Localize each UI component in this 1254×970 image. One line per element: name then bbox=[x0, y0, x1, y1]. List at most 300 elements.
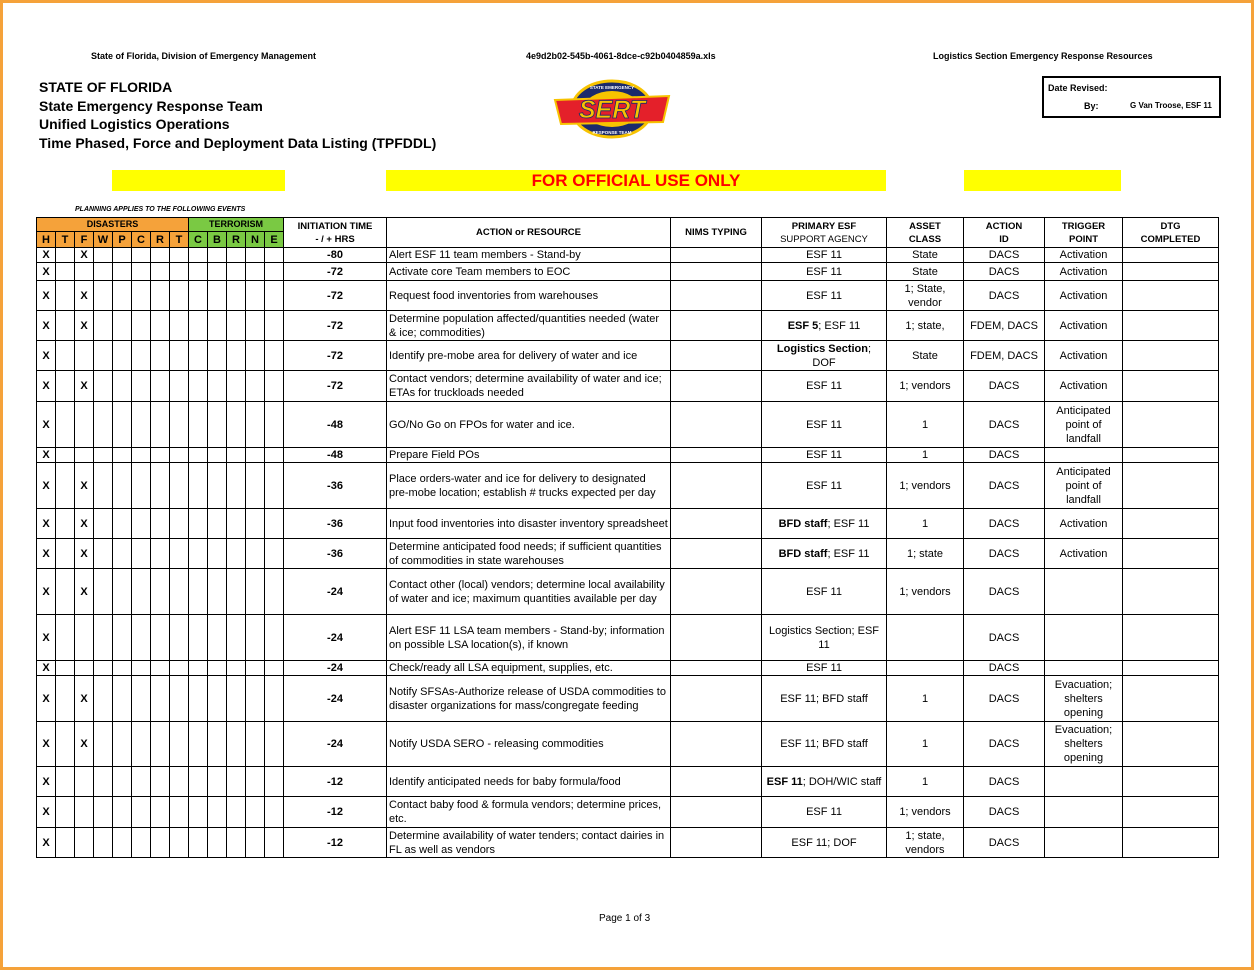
trigger-point bbox=[1045, 797, 1123, 828]
event-check bbox=[265, 371, 284, 402]
event-check bbox=[227, 263, 246, 281]
event-check bbox=[132, 281, 151, 311]
event-check bbox=[208, 797, 227, 828]
dtg-completed bbox=[1123, 615, 1219, 661]
primary-esf-support: ESF 11; BFD staff bbox=[780, 692, 868, 705]
event-check bbox=[246, 281, 265, 311]
dtg-completed bbox=[1123, 402, 1219, 448]
action-resource: Prepare Field POs bbox=[387, 448, 671, 463]
disaster-letter: R bbox=[151, 232, 170, 248]
event-check bbox=[113, 661, 132, 676]
event-check bbox=[132, 341, 151, 371]
flood-check: X bbox=[75, 248, 94, 263]
event-check bbox=[208, 463, 227, 509]
event-check bbox=[151, 828, 170, 858]
event-check bbox=[94, 281, 113, 311]
primary-esf-support: ; DOH/WIC staff bbox=[802, 775, 882, 788]
primary-esf-support: ESF 11 bbox=[806, 249, 842, 261]
dtg-completed bbox=[1123, 539, 1219, 569]
initiation-hours: -72 bbox=[284, 341, 387, 371]
yellow-bar-left bbox=[112, 170, 285, 191]
event-check bbox=[94, 828, 113, 858]
primary-esf-support: ESF 11 bbox=[806, 289, 842, 302]
hurricane-check: X bbox=[37, 828, 56, 858]
trigger-point: Anticipated point of landfall bbox=[1045, 463, 1123, 509]
event-check bbox=[227, 828, 246, 858]
action-id: DACS bbox=[964, 281, 1045, 311]
asset-class: 1; vendors bbox=[887, 797, 964, 828]
event-check bbox=[189, 371, 208, 402]
nims-typing bbox=[671, 341, 762, 371]
table-row bbox=[37, 248, 1219, 263]
primary-esf bbox=[762, 311, 887, 341]
event-check bbox=[94, 311, 113, 341]
trigger-point-header: TRIGGER POINT bbox=[1045, 218, 1123, 248]
action-resource: Request food inventories from warehouses bbox=[387, 281, 671, 311]
primary-esf-support: Logistics Section; ESF 11 bbox=[768, 624, 880, 651]
terrorism-letter: R bbox=[227, 232, 246, 248]
event-check bbox=[265, 615, 284, 661]
event-check bbox=[170, 341, 189, 371]
event-check bbox=[208, 341, 227, 371]
event-check bbox=[113, 509, 132, 539]
table-row bbox=[37, 676, 1219, 722]
event-check bbox=[170, 402, 189, 448]
event-check bbox=[246, 767, 265, 797]
event-check bbox=[94, 248, 113, 263]
header-center: 4e9d2b02-545b-4061-8dce-c92b0404859a.xls bbox=[526, 51, 716, 61]
event-check bbox=[113, 539, 132, 569]
initiation-hours: -24 bbox=[284, 676, 387, 722]
primary-esf bbox=[762, 615, 887, 661]
event-check bbox=[94, 463, 113, 509]
trigger-point bbox=[1045, 828, 1123, 858]
event-check bbox=[170, 661, 189, 676]
event-check bbox=[113, 722, 132, 767]
dtg-completed bbox=[1123, 722, 1219, 767]
event-check bbox=[56, 767, 75, 797]
event-check bbox=[265, 281, 284, 311]
event-check bbox=[56, 797, 75, 828]
primary-esf-lead: ESF 11 bbox=[766, 775, 803, 788]
event-check bbox=[208, 448, 227, 463]
nims-typing bbox=[671, 448, 762, 463]
event-check bbox=[246, 509, 265, 539]
table-row bbox=[37, 661, 1219, 676]
event-check bbox=[113, 263, 132, 281]
event-check bbox=[170, 722, 189, 767]
action-id: DACS bbox=[964, 661, 1045, 676]
event-check bbox=[208, 371, 227, 402]
action-id: DACS bbox=[964, 828, 1045, 858]
trigger-point bbox=[1045, 448, 1123, 463]
event-check bbox=[132, 539, 151, 569]
event-check bbox=[227, 371, 246, 402]
action-resource: Contact other (local) vendors; determine local availability of water and ice; maximum quantities available per day bbox=[387, 569, 671, 615]
event-check bbox=[170, 676, 189, 722]
flood-check bbox=[75, 767, 94, 797]
action-resource: Alert ESF 11 team members - Stand-by bbox=[387, 248, 671, 263]
event-check bbox=[265, 828, 284, 858]
event-check bbox=[94, 569, 113, 615]
official-use-banner: FOR OFFICIAL USE ONLY bbox=[386, 170, 886, 191]
event-check bbox=[94, 539, 113, 569]
event-check bbox=[113, 311, 132, 341]
event-check bbox=[151, 615, 170, 661]
event-check bbox=[132, 676, 151, 722]
event-check bbox=[170, 509, 189, 539]
event-check bbox=[56, 311, 75, 341]
event-check bbox=[265, 263, 284, 281]
disaster-letter: W bbox=[94, 232, 113, 248]
logo-text: SERT bbox=[578, 96, 646, 124]
event-check bbox=[56, 722, 75, 767]
disasters-group-header: DISASTERS bbox=[37, 218, 189, 232]
asset-class: 1; state, vendors bbox=[887, 828, 964, 858]
event-check bbox=[56, 539, 75, 569]
event-check bbox=[189, 661, 208, 676]
event-check bbox=[265, 767, 284, 797]
primary-esf-lead: ESF 5 bbox=[787, 319, 819, 332]
action-id: DACS bbox=[964, 509, 1045, 539]
event-check bbox=[227, 311, 246, 341]
event-check bbox=[246, 311, 265, 341]
asset-class: 1 bbox=[887, 448, 964, 463]
event-check bbox=[227, 676, 246, 722]
hurricane-check: X bbox=[37, 722, 56, 767]
nims-typing bbox=[671, 569, 762, 615]
dtg-completed bbox=[1123, 448, 1219, 463]
primary-esf bbox=[762, 341, 887, 371]
flood-check: X bbox=[75, 539, 94, 569]
event-check bbox=[94, 509, 113, 539]
event-check bbox=[151, 281, 170, 311]
event-check bbox=[94, 263, 113, 281]
event-check bbox=[265, 248, 284, 263]
event-check bbox=[113, 463, 132, 509]
by-value: G Van Troose, ESF 11 bbox=[1130, 101, 1212, 110]
flood-check: X bbox=[75, 311, 94, 341]
event-check bbox=[113, 676, 132, 722]
flood-check bbox=[75, 448, 94, 463]
event-check bbox=[265, 463, 284, 509]
event-check bbox=[56, 341, 75, 371]
trigger-point: Activation bbox=[1045, 509, 1123, 539]
header-right: Logistics Section Emergency Response Resources bbox=[933, 51, 1153, 61]
primary-esf bbox=[762, 767, 887, 797]
document-title bbox=[39, 78, 436, 152]
table-row bbox=[37, 371, 1219, 402]
asset-class: 1 bbox=[887, 402, 964, 448]
asset-class: State bbox=[887, 341, 964, 371]
action-id: FDEM, DACS bbox=[964, 311, 1045, 341]
event-check bbox=[208, 828, 227, 858]
event-check bbox=[132, 767, 151, 797]
event-check bbox=[170, 463, 189, 509]
initiation-hours: -12 bbox=[284, 797, 387, 828]
flood-check: X bbox=[75, 676, 94, 722]
event-check bbox=[246, 263, 265, 281]
event-check bbox=[265, 661, 284, 676]
primary-esf bbox=[762, 539, 887, 569]
table-row bbox=[37, 828, 1219, 858]
event-check bbox=[208, 311, 227, 341]
table-row bbox=[37, 767, 1219, 797]
flood-check: X bbox=[75, 281, 94, 311]
trigger-point: Activation bbox=[1045, 341, 1123, 371]
event-check bbox=[151, 402, 170, 448]
nims-typing bbox=[671, 263, 762, 281]
event-check bbox=[246, 615, 265, 661]
table-row bbox=[37, 263, 1219, 281]
action-id: DACS bbox=[964, 676, 1045, 722]
event-check bbox=[227, 509, 246, 539]
asset-class bbox=[887, 615, 964, 661]
action-resource: Notify SFSAs-Authorize release of USDA commodities to disaster organizations for mass/congregate feeding bbox=[387, 676, 671, 722]
title-line: Time Phased, Force and Deployment Data Listing (TPFDDL) bbox=[39, 134, 437, 151]
primary-esf bbox=[762, 402, 887, 448]
event-check bbox=[227, 281, 246, 311]
event-check bbox=[227, 463, 246, 509]
primary-esf bbox=[762, 263, 887, 281]
event-check bbox=[246, 797, 265, 828]
initiation-hours: -24 bbox=[284, 661, 387, 676]
event-check bbox=[208, 263, 227, 281]
table-row bbox=[37, 509, 1219, 539]
action-resource: Check/ready all LSA equipment, supplies, etc. bbox=[387, 661, 671, 676]
event-check bbox=[113, 341, 132, 371]
event-check bbox=[56, 463, 75, 509]
event-check bbox=[189, 539, 208, 569]
action-id: DACS bbox=[964, 722, 1045, 767]
event-check bbox=[151, 463, 170, 509]
action-resource: Input food inventories into disaster inventory spreadsheet bbox=[387, 509, 671, 539]
hurricane-check: X bbox=[37, 767, 56, 797]
event-check bbox=[227, 248, 246, 263]
dtg-completed bbox=[1123, 509, 1219, 539]
event-check bbox=[246, 341, 265, 371]
disaster-letter: P bbox=[113, 232, 132, 248]
event-check bbox=[151, 797, 170, 828]
event-check bbox=[208, 722, 227, 767]
hurricane-check: X bbox=[37, 797, 56, 828]
action-resource: Notify USDA SERO - releasing commodities bbox=[387, 722, 671, 767]
asset-class: 1; State, vendor bbox=[887, 281, 964, 311]
primary-esf bbox=[762, 371, 887, 402]
event-check bbox=[113, 448, 132, 463]
table-row bbox=[37, 797, 1219, 828]
event-check bbox=[189, 615, 208, 661]
event-check bbox=[94, 797, 113, 828]
primary-esf-support: ESF 11 bbox=[806, 479, 842, 492]
event-check bbox=[113, 828, 132, 858]
event-check bbox=[56, 402, 75, 448]
event-check bbox=[265, 722, 284, 767]
event-check bbox=[227, 615, 246, 661]
hurricane-check: X bbox=[37, 661, 56, 676]
event-check bbox=[56, 676, 75, 722]
nims-typing bbox=[671, 539, 762, 569]
dtg-completed bbox=[1123, 676, 1219, 722]
action-id: DACS bbox=[964, 371, 1045, 402]
hurricane-check: X bbox=[37, 371, 56, 402]
table-row bbox=[37, 539, 1219, 569]
event-check bbox=[113, 281, 132, 311]
flood-check: X bbox=[75, 569, 94, 615]
event-check bbox=[189, 797, 208, 828]
primary-esf bbox=[762, 509, 887, 539]
event-check bbox=[246, 248, 265, 263]
action-resource: Place orders-water and ice for delivery to designated pre-mobe location; establish # trucks expected per day bbox=[387, 463, 671, 509]
action-resource: GO/No Go on FPOs for water and ice. bbox=[387, 402, 671, 448]
event-check bbox=[132, 371, 151, 402]
table-row bbox=[37, 281, 1219, 311]
event-check bbox=[94, 676, 113, 722]
hurricane-check: X bbox=[37, 311, 56, 341]
primary-esf-lead: BFD staff bbox=[778, 517, 828, 530]
event-check bbox=[246, 371, 265, 402]
event-check bbox=[56, 509, 75, 539]
asset-class: 1 bbox=[887, 676, 964, 722]
trigger-point: Activation bbox=[1045, 281, 1123, 311]
trigger-point: Activation bbox=[1045, 539, 1123, 569]
action-resource: Contact vendors; determine availability of water and ice; ETAs for truckloads needed bbox=[387, 371, 671, 402]
asset-class: 1; state, bbox=[887, 311, 964, 341]
dtg-completed bbox=[1123, 281, 1219, 311]
action-resource-header: ACTION or RESOURCE bbox=[387, 218, 671, 248]
event-check bbox=[151, 767, 170, 797]
logo-ring-bottom: RESPONSE TEAM bbox=[592, 130, 632, 135]
event-check bbox=[170, 263, 189, 281]
event-check bbox=[189, 463, 208, 509]
action-id-header: ACTION ID bbox=[964, 218, 1045, 248]
event-check bbox=[132, 248, 151, 263]
event-check bbox=[170, 248, 189, 263]
event-check bbox=[151, 722, 170, 767]
event-check bbox=[170, 281, 189, 311]
hurricane-check: X bbox=[37, 248, 56, 263]
event-check bbox=[208, 539, 227, 569]
trigger-point bbox=[1045, 615, 1123, 661]
event-check bbox=[208, 248, 227, 263]
event-check bbox=[56, 371, 75, 402]
asset-class: 1; vendors bbox=[887, 569, 964, 615]
event-check bbox=[227, 402, 246, 448]
event-check bbox=[246, 828, 265, 858]
event-check bbox=[189, 263, 208, 281]
event-check bbox=[56, 263, 75, 281]
primary-esf bbox=[762, 281, 887, 311]
dtg-completed bbox=[1123, 371, 1219, 402]
hurricane-check: X bbox=[37, 615, 56, 661]
event-check bbox=[265, 448, 284, 463]
event-check bbox=[151, 661, 170, 676]
dtg-completed bbox=[1123, 828, 1219, 858]
hurricane-check: X bbox=[37, 539, 56, 569]
table-row bbox=[37, 402, 1219, 448]
trigger-point: Activation bbox=[1045, 263, 1123, 281]
table-row bbox=[37, 463, 1219, 509]
event-check bbox=[56, 569, 75, 615]
nims-typing bbox=[671, 509, 762, 539]
dtg-completed bbox=[1123, 569, 1219, 615]
event-check bbox=[246, 661, 265, 676]
by-label: By: bbox=[1084, 101, 1099, 111]
table-row bbox=[37, 569, 1219, 615]
event-check bbox=[94, 448, 113, 463]
table-row bbox=[37, 341, 1219, 371]
event-check bbox=[227, 569, 246, 615]
nims-typing bbox=[671, 463, 762, 509]
table-row bbox=[37, 311, 1219, 341]
primary-esf bbox=[762, 676, 887, 722]
initiation-hours: -72 bbox=[284, 281, 387, 311]
revision-box bbox=[1042, 76, 1221, 118]
primary-esf bbox=[762, 463, 887, 509]
table-row bbox=[37, 615, 1219, 661]
terrorism-group-header: TERRORISM bbox=[189, 218, 284, 232]
event-check bbox=[227, 539, 246, 569]
disaster-letter: C bbox=[132, 232, 151, 248]
planning-note: PLANNING APPLIES TO THE FOLLOWING EVENTS bbox=[75, 206, 246, 213]
flood-check: X bbox=[75, 463, 94, 509]
title-line: STATE OF FLORIDA bbox=[39, 79, 173, 95]
event-check bbox=[132, 797, 151, 828]
primary-esf bbox=[762, 797, 887, 828]
event-check bbox=[189, 311, 208, 341]
initiation-hours: -24 bbox=[284, 722, 387, 767]
event-check bbox=[265, 539, 284, 569]
event-check bbox=[246, 448, 265, 463]
hurricane-check: X bbox=[37, 281, 56, 311]
event-check bbox=[227, 722, 246, 767]
event-check bbox=[113, 402, 132, 448]
event-check bbox=[132, 263, 151, 281]
nims-typing bbox=[671, 281, 762, 311]
event-check bbox=[189, 676, 208, 722]
nims-typing bbox=[671, 767, 762, 797]
action-resource: Determine anticipated food needs; if sufficient quantities of commodities in state warehouses bbox=[387, 539, 671, 569]
dtg-completed bbox=[1123, 661, 1219, 676]
nims-typing bbox=[671, 402, 762, 448]
table-row bbox=[37, 448, 1219, 463]
initiation-hours: -12 bbox=[284, 828, 387, 858]
trigger-point bbox=[1045, 569, 1123, 615]
hurricane-check: X bbox=[37, 676, 56, 722]
action-id: DACS bbox=[964, 569, 1045, 615]
primary-esf bbox=[762, 661, 887, 676]
event-check bbox=[132, 448, 151, 463]
event-check bbox=[246, 463, 265, 509]
primary-esf-support: ESF 11 bbox=[806, 265, 842, 278]
asset-class: 1; state bbox=[887, 539, 964, 569]
event-check bbox=[227, 448, 246, 463]
sert-logo bbox=[553, 78, 671, 140]
primary-esf-support: ESF 11; DOF bbox=[791, 836, 857, 849]
event-check bbox=[151, 341, 170, 371]
date-revised-label: Date Revised: bbox=[1048, 83, 1108, 93]
terrorism-letter: E bbox=[265, 232, 284, 248]
initiation-hours: -24 bbox=[284, 615, 387, 661]
event-check bbox=[132, 311, 151, 341]
event-check bbox=[94, 371, 113, 402]
event-check bbox=[208, 615, 227, 661]
asset-class: 1 bbox=[887, 509, 964, 539]
tpfddl-table bbox=[36, 217, 1219, 858]
event-check bbox=[189, 767, 208, 797]
nims-typing bbox=[671, 661, 762, 676]
initiation-hours: -36 bbox=[284, 539, 387, 569]
